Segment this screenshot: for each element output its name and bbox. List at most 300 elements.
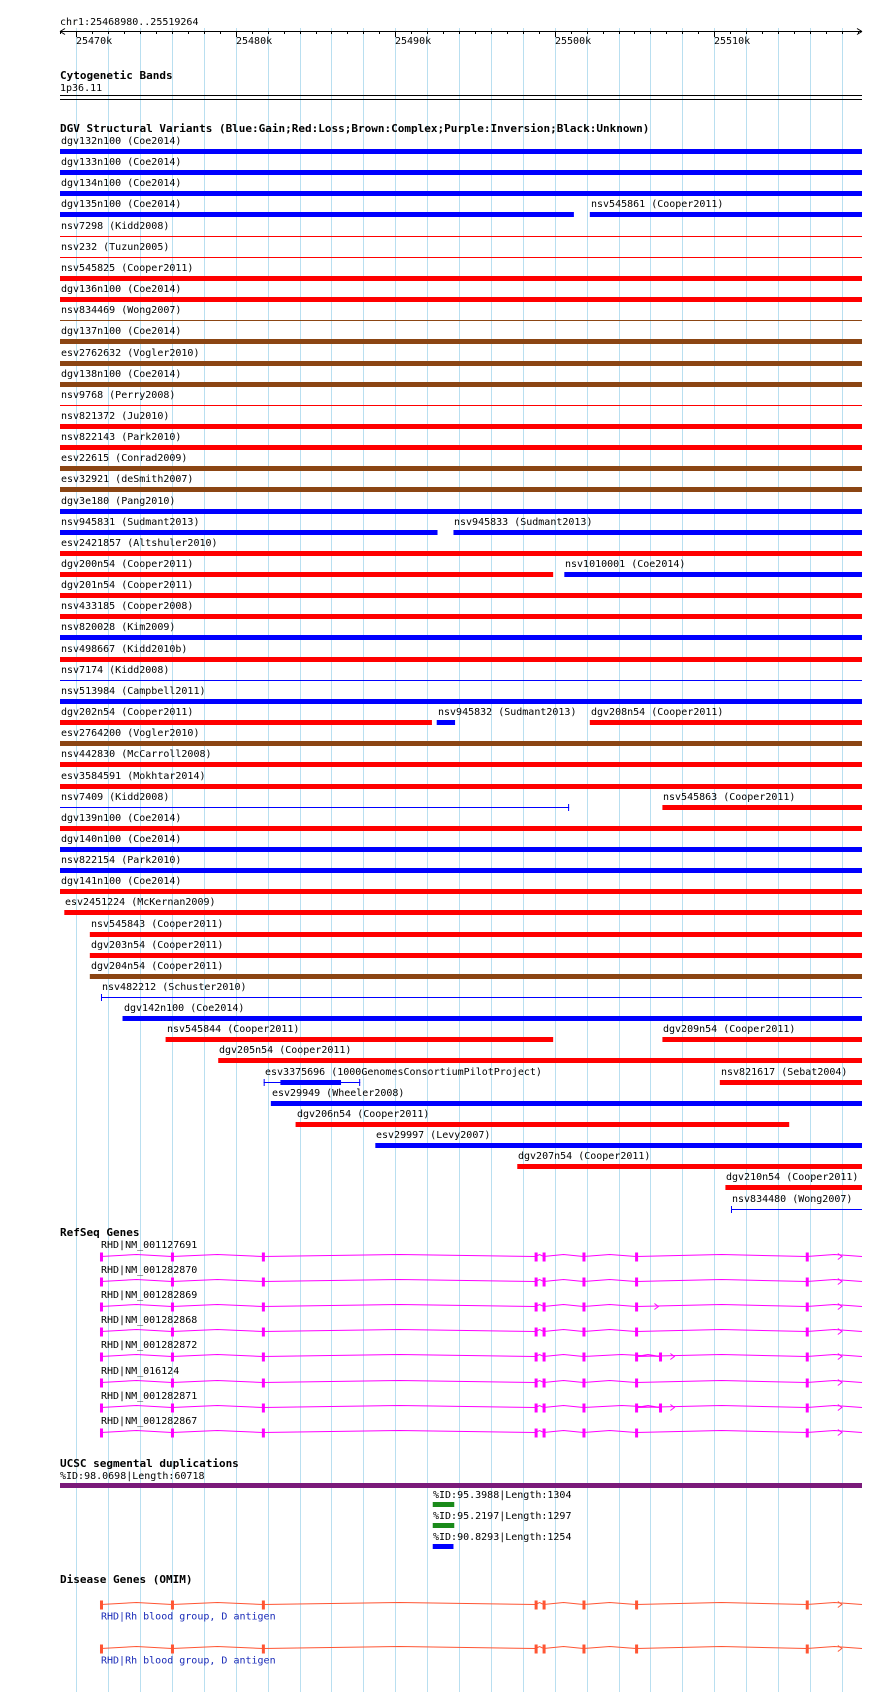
dgv-feature-label: dgv209n54 (Cooper2011) [663,1024,796,1035]
dgv-feature-bar [590,212,862,217]
refseq-exon [262,1353,265,1362]
refseq-exon [171,1253,174,1262]
dgv-feature-label: esv2762632 (Vogler2010) [61,348,200,359]
dgv-feature-label: nsv545863 (Cooper2011) [663,792,796,803]
refseq-exon [806,1429,809,1438]
refseq-exon [582,1379,585,1388]
dgv-feature[interactable] [60,157,862,175]
dgv-feature-label: dgv138n100 (Coe2014) [61,369,182,380]
dgv-feature-label: dgv132n100 (Coe2014) [61,136,182,147]
dgv-feature[interactable] [564,559,862,577]
refseq-exon [582,1278,585,1287]
segdup-track-title: UCSC segmental duplications [60,1457,239,1470]
dgv-feature-bar [60,297,862,302]
dgv-feature-label: esv2451224 (McKernan2009) [65,897,216,908]
refseq-exon [262,1278,265,1287]
refseq-exon [171,1303,174,1312]
dgv-feature-label: dgv200n54 (Cooper2011) [61,559,194,570]
refseq-transcript[interactable] [100,1366,862,1388]
omim-exon [535,1601,538,1610]
segdup-track [60,1457,862,1549]
refseq-strand-arrow [838,1430,842,1436]
refseq-strand-arrow [838,1380,842,1386]
omim-exon [171,1601,174,1610]
refseq-exon [171,1429,174,1438]
segdup-feature-label: %ID:95.2197|Length:1297 [433,1511,572,1522]
dgv-feature-label: nsv442830 (McCarroll2008) [61,749,212,760]
segdup-feature-bar [433,1523,455,1528]
refseq-exon [100,1253,103,1262]
dgv-feature-line [60,680,862,681]
dgv-feature-tick [359,1079,360,1086]
dgv-feature-bar [60,466,862,471]
refseq-exon [659,1404,662,1413]
dgv-feature[interactable] [271,1088,862,1106]
refseq-intron-line [101,1431,862,1433]
segdup-features [60,1471,862,1549]
dgv-feature[interactable] [60,559,553,577]
refseq-transcript[interactable] [100,1290,862,1312]
dgv-feature-label: nsv498667 (Kidd2010b) [61,644,188,655]
refseq-exon [543,1328,546,1337]
dgv-feature-bar [90,974,862,979]
segdup-feature[interactable] [433,1532,572,1549]
omim-intron-line [101,1603,862,1605]
dgv-feature-bar [60,889,862,894]
refseq-exon [543,1278,546,1287]
dgv-feature[interactable] [60,305,862,321]
omim-exon [582,1645,585,1654]
dgv-feature-tick [731,1206,732,1213]
omim-exon [262,1645,265,1654]
dgv-feature[interactable] [60,242,862,258]
refseq-intron-line [101,1305,862,1307]
segdup-feature[interactable] [433,1490,572,1507]
dgv-feature-bar [123,1016,862,1021]
dgv-feature[interactable] [60,644,862,662]
refseq-exon [659,1353,662,1362]
dgv-feature-bar [60,572,553,577]
dgv-feature-bar [60,868,862,873]
dgv-feature-label: nsv945831 (Sudmant2013) [61,517,200,528]
dgv-feature-bar [60,657,862,662]
dgv-feature[interactable] [60,601,862,619]
dgv-feature[interactable] [60,199,574,217]
dgv-feature-label: dgv142n100 (Coe2014) [124,1003,245,1014]
cytoband-band-line [60,95,862,96]
refseq-exon [262,1253,265,1262]
omim-exon [806,1601,809,1610]
refseq-exon [171,1379,174,1388]
dgv-feature[interactable] [60,178,862,196]
dgv-feature-label: nsv945833 (Sudmant2013) [454,517,593,528]
ruler-tick-label: 25470k [76,36,113,47]
refseq-strand-arrow [838,1405,842,1411]
dgv-feature[interactable] [60,538,862,556]
dgv-feature-label: dgv204n54 (Cooper2011) [91,961,224,972]
dgv-feature-label: dgv205n54 (Cooper2011) [219,1045,352,1056]
refseq-strand-arrow [838,1354,842,1360]
refseq-exon [543,1353,546,1362]
dgv-feature-line [60,320,862,321]
dgv-feature[interactable] [60,263,862,281]
dgv-track-title: DGV Structural Variants (Blue:Gain;Red:Loss;Brown:Complex;Purple:Inversion;Black:Unknown) [60,122,650,135]
refseq-transcript[interactable] [100,1265,862,1287]
refseq-exon [171,1328,174,1337]
dgv-feature[interactable] [60,834,862,852]
cytoband-track [60,69,862,100]
dgv-feature-label: nsv513984 (Campbell2011) [61,686,206,697]
dgv-feature[interactable] [517,1151,862,1169]
dgv-track [60,122,862,1213]
refseq-transcript[interactable] [100,1340,862,1362]
refseq-exon [100,1429,103,1438]
dgv-feature-bar [60,720,432,725]
refseq-intron-line [101,1330,862,1332]
refseq-exon [535,1253,538,1262]
dgv-feature-label: nsv820028 (Kim2009) [61,622,176,633]
dgv-feature[interactable] [64,897,862,915]
dgv-feature[interactable] [60,622,862,640]
ruler-tick-label: 25480k [236,36,273,47]
refseq-intron-line [101,1255,862,1257]
dgv-feature-bar [60,614,862,619]
dgv-feature-tick [101,994,102,1001]
dgv-feature-bar [725,1185,862,1190]
refseq-transcript[interactable] [100,1240,862,1262]
dgv-feature-line [101,997,862,998]
dgv-feature-bar [271,1101,862,1106]
dgv-feature-bar [60,445,862,450]
refseq-exon [262,1328,265,1337]
dgv-feature-label: dgv141n100 (Coe2014) [61,876,182,887]
dgv-feature-label: dgv207n54 (Cooper2011) [518,1151,651,1162]
ruler-tick-label: 25490k [395,36,432,47]
refseq-exon [543,1379,546,1388]
refseq-exon [543,1303,546,1312]
refseq-exon [100,1278,103,1287]
dgv-feature-line [60,236,862,237]
dgv-feature[interactable] [60,855,862,873]
dgv-feature[interactable] [60,474,862,492]
dgv-feature-bar [60,361,862,366]
omim-exon [100,1645,103,1654]
dgv-feature-tick [568,804,569,811]
ruler[interactable] [60,17,862,47]
omim-exon [635,1601,638,1610]
omim-exon [543,1645,546,1654]
dgv-feature-label: nsv834480 (Wong2007) [732,1194,853,1205]
dgv-feature[interactable] [60,686,862,704]
dgv-feature-label: nsv834469 (Wong2007) [61,305,182,316]
refseq-exon [171,1404,174,1413]
dgv-feature-bar [662,805,862,810]
refseq-exon [100,1303,103,1312]
refseq-strand-arrow [838,1304,842,1310]
dgv-feature[interactable] [296,1109,790,1127]
refseq-exon [635,1328,638,1337]
refseq-transcript-label: RHD|NM_001282867 [101,1416,198,1427]
refseq-exon [806,1328,809,1337]
segdup-feature-label: %ID:98.0698|Length:60718 [60,1471,205,1482]
dgv-feature-bar [60,382,862,387]
dgv-feature[interactable] [662,792,862,810]
dgv-feature-bar [60,741,862,746]
dgv-feature-bar [166,1037,554,1042]
dgv-feature[interactable] [60,348,862,366]
refseq-exon [262,1404,265,1413]
dgv-feature-label: nsv821372 (Ju2010) [61,411,170,422]
refseq-exon [535,1379,538,1388]
refseq-exon [635,1353,638,1362]
dgv-feature-label: dgv202n54 (Cooper2011) [61,707,194,718]
refseq-exon [806,1404,809,1413]
dgv-feature-label: nsv545843 (Cooper2011) [91,919,224,930]
dgv-feature[interactable] [60,665,862,681]
refseq-transcript-label: RHD|NM_001282869 [101,1290,198,1301]
dgv-feature-label: nsv545861 (Cooper2011) [591,199,724,210]
dgv-feature-bar [60,699,862,704]
dgv-feature[interactable] [264,1067,542,1086]
dgv-feature[interactable] [725,1172,862,1190]
dgv-feature-label: nsv821617 (Sebat2004) [721,1067,848,1078]
dgv-feature-bar [60,170,862,175]
dgv-feature-label: dgv3e180 (Pang2010) [61,496,176,507]
dgv-feature-label: esv3584591 (Mokhtar2014) [61,771,206,782]
dgv-feature-line [60,807,569,808]
dgv-feature[interactable] [453,517,862,535]
dgv-feature[interactable] [60,749,862,767]
refseq-exon [535,1353,538,1362]
dgv-feature-bar [60,509,862,514]
dgv-feature-bar [720,1080,862,1085]
dgv-feature-bar [64,910,862,915]
refseq-transcript[interactable] [100,1315,862,1337]
refseq-exon [635,1253,638,1262]
dgv-feature[interactable] [60,221,862,237]
dgv-feature-label: nsv7298 (Kidd2008) [61,221,170,232]
cytoband-track-title: Cytogenetic Bands [60,69,173,82]
omim-gene[interactable] [100,1645,862,1667]
dgv-feature-bar [60,339,862,344]
refseq-transcript-label: RHD|NM_001282872 [101,1340,198,1351]
refseq-transcript-label: RHD|NM_001127691 [101,1240,198,1251]
dgv-feature-bar [437,720,455,725]
dgv-feature[interactable] [60,390,862,406]
dgv-feature[interactable] [60,432,862,450]
refseq-transcript[interactable] [100,1416,862,1438]
dgv-feature[interactable] [662,1024,862,1042]
dgv-feature-label: nsv822143 (Park2010) [61,432,182,443]
dgv-feature-label: dgv135n100 (Coe2014) [61,199,182,210]
dgv-feature[interactable] [60,580,862,598]
dgv-feature-label: nsv7409 (Kidd2008) [61,792,170,803]
dgv-feature-bar [60,212,574,217]
dgv-feature[interactable] [218,1045,862,1063]
dgv-feature-bar [218,1058,862,1063]
dgv-feature-bar [296,1122,790,1127]
dgv-feature[interactable] [90,919,862,937]
dgv-feature-tick [264,1079,265,1086]
refseq-exon [635,1429,638,1438]
refseq-exon [535,1303,538,1312]
omim-track [60,1573,862,1667]
dgv-feature-line [60,257,862,258]
dgv-feature[interactable] [590,707,862,725]
dgv-feature-label: dgv208n54 (Cooper2011) [591,707,724,718]
dgv-feature-bar [60,635,862,640]
dgv-feature-label: esv3375696 (1000GenomesConsortiumPilotProject) [265,1067,542,1078]
refseq-transcript-label: RHD|NM_001282871 [101,1391,198,1402]
dgv-feature-bar [60,551,862,556]
dgv-feature-bar [60,847,862,852]
dgv-feature-label: nsv822154 (Park2010) [61,855,182,866]
refseq-transcript-label: RHD|NM_001282868 [101,1315,198,1326]
dgv-feature-label: dgv201n54 (Cooper2011) [61,580,194,591]
dgv-feature-label: dgv139n100 (Coe2014) [61,813,182,824]
dgv-feature-bar [90,932,862,937]
refseq-strand-arrow [838,1329,842,1335]
refseq-exon [582,1353,585,1362]
dgv-feature-bar [453,530,862,535]
dgv-feature[interactable] [60,813,862,831]
refseq-exon [582,1253,585,1262]
omim-exon [635,1645,638,1654]
dgv-feature-label: dgv206n54 (Cooper2011) [297,1109,430,1120]
dgv-feature[interactable] [60,284,862,302]
dgv-feature-label: dgv203n54 (Cooper2011) [91,940,224,951]
omim-features [100,1601,862,1667]
refseq-strand-arrow [670,1405,674,1411]
refseq-strand-arrow [838,1279,842,1285]
dgv-feature-bar [60,487,862,492]
dgv-feature-bar [564,572,862,577]
dgv-feature-label: esv2421857 (Altshuler2010) [61,538,218,549]
dgv-feature[interactable] [60,771,862,789]
dgv-feature-label: nsv545844 (Cooper2011) [167,1024,300,1035]
dgv-feature[interactable] [101,982,862,1001]
refseq-exon [806,1253,809,1262]
dgv-feature-bar [60,762,862,767]
omim-gene-label: RHD|Rh blood group, D antigen [101,1655,276,1667]
refseq-exon [543,1429,546,1438]
refseq-exon [582,1328,585,1337]
refseq-exon [535,1429,538,1438]
dgv-feature-bar [60,826,862,831]
dgv-feature[interactable] [60,411,862,429]
refseq-exon [635,1404,638,1413]
refseq-strand-arrow [670,1354,674,1360]
segdup-feature-bar [433,1502,455,1507]
dgv-feature-label: nsv545825 (Cooper2011) [61,263,194,274]
dgv-feature[interactable] [90,961,862,979]
dgv-feature-line [60,405,862,406]
dgv-feature[interactable] [60,369,862,387]
dgv-feature-label: nsv7174 (Kidd2008) [61,665,170,676]
dgv-feature-label: esv29949 (Wheeler2008) [272,1088,405,1099]
omim-exon [100,1601,103,1610]
range-label: chr1:25468980..25519264 [60,17,199,28]
dgv-feature[interactable] [720,1067,862,1085]
dgv-feature[interactable] [123,1003,862,1021]
dgv-feature-bar [60,191,862,196]
dgv-feature-label: esv22615 (Conrad2009) [61,453,188,464]
dgv-feature-label: dgv140n100 (Coe2014) [61,834,182,845]
dgv-feature[interactable] [60,792,569,811]
omim-exon [535,1645,538,1654]
refseq-exon [543,1253,546,1262]
refseq-transcript-label: RHD|NM_001282870 [101,1265,198,1276]
omim-intron-line [101,1647,862,1649]
dgv-feature[interactable] [60,707,432,725]
omim-exon [262,1601,265,1610]
dgv-feature[interactable] [166,1024,554,1042]
dgv-feature-bar [375,1143,862,1148]
dgv-feature[interactable] [60,453,862,471]
dgv-feature-label: esv29997 (Levy2007) [376,1130,491,1141]
refseq-exon [635,1278,638,1287]
ruler-tick-label: 25500k [555,36,592,47]
dgv-feature[interactable] [60,136,862,154]
dgv-feature[interactable] [60,326,862,344]
dgv-feature[interactable] [731,1194,862,1213]
omim-exon [582,1601,585,1610]
dgv-feature[interactable] [60,517,438,535]
refseq-exon [535,1328,538,1337]
refseq-exon [806,1278,809,1287]
refseq-exon [262,1429,265,1438]
refseq-features [100,1240,862,1438]
segdup-feature-bar [60,1483,862,1488]
dgv-feature[interactable] [90,940,862,958]
refseq-exon [806,1379,809,1388]
refseq-exon [171,1353,174,1362]
refseq-track-title: RefSeq Genes [60,1226,140,1239]
omim-gene[interactable] [100,1601,862,1623]
ruler-tick-label: 25510k [714,36,751,47]
refseq-exon [100,1379,103,1388]
dgv-feature[interactable] [590,199,862,217]
refseq-transcript[interactable] [100,1391,862,1413]
dgv-feature[interactable] [60,496,862,514]
omim-strand-arrow [838,1602,842,1608]
dgv-feature-label: dgv133n100 (Coe2014) [61,157,182,168]
segdup-feature[interactable] [60,1471,862,1488]
refseq-transcript-label: RHD|NM_016124 [101,1366,180,1377]
omim-gene-label: RHD|Rh blood group, D antigen [101,1611,276,1623]
dgv-feature[interactable] [60,728,862,746]
dgv-feature[interactable] [437,707,577,725]
segdup-feature[interactable] [433,1511,572,1528]
dgv-feature-bar [590,720,862,725]
refseq-exon [100,1328,103,1337]
omim-exon [806,1645,809,1654]
refseq-exon [535,1404,538,1413]
refseq-exon [582,1303,585,1312]
dgv-feature[interactable] [375,1130,862,1148]
cytoband-band-label: 1p36.11 [60,83,103,94]
dgv-feature[interactable] [60,876,862,894]
ruler-ticks [60,29,862,48]
refseq-exon [582,1404,585,1413]
segdup-feature-bar [433,1544,454,1549]
dgv-feature-line [731,1209,862,1210]
dgv-feature-label: nsv482212 (Schuster2010) [102,982,247,993]
omim-exon [171,1645,174,1654]
dgv-feature-bar [60,530,438,535]
refseq-exon [543,1404,546,1413]
cytoband-band-line [60,99,862,100]
